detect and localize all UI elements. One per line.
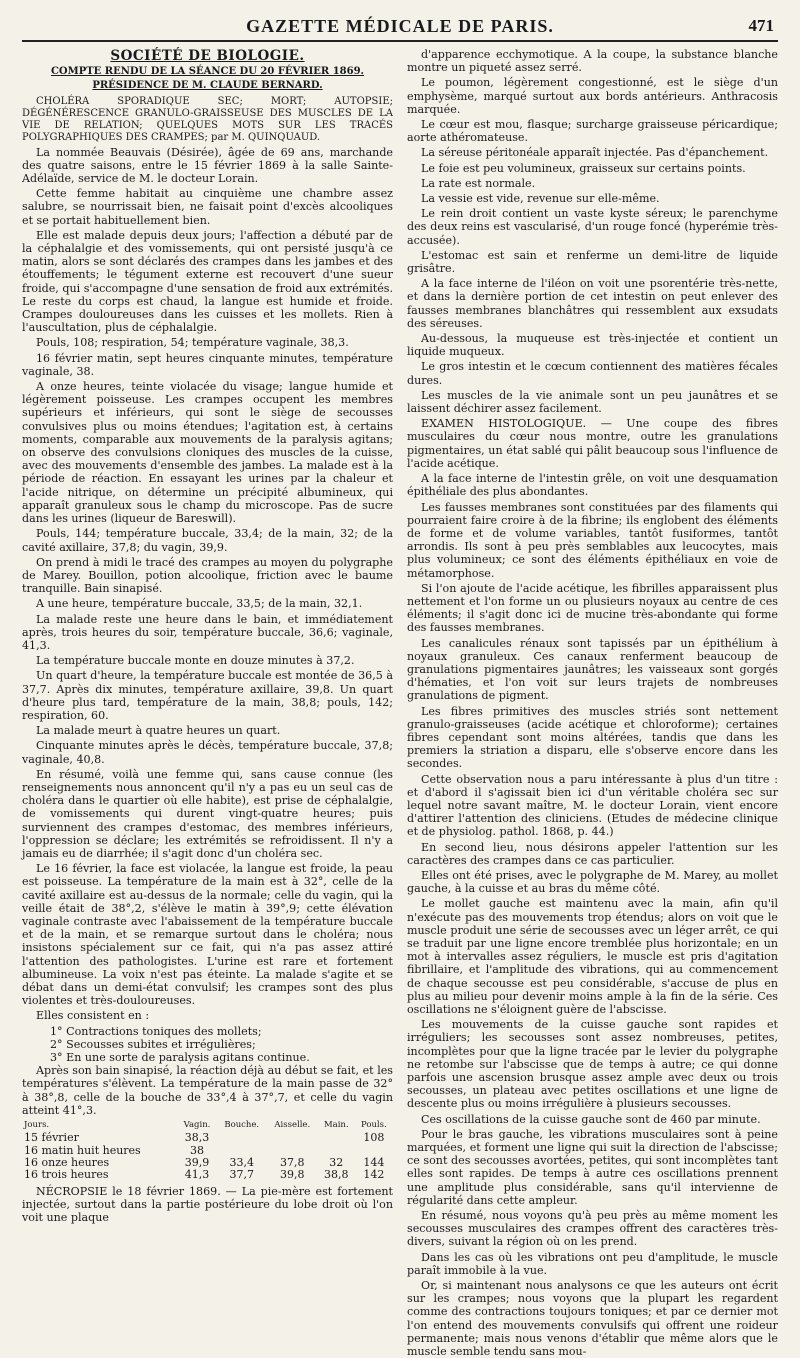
table-row <box>22 1132 393 1144</box>
table-header-cell: Aisselle. <box>274 1120 311 1131</box>
table-cell: 37,8 <box>280 1156 305 1170</box>
paragraph: Au-dessous, la muqueuse est très-injectée et contient un liquide muqueux. <box>407 332 778 359</box>
journal-title: GAZETTE MÉDICALE DE PARIS. <box>246 16 554 36</box>
page-header <box>22 14 778 42</box>
paragraph: Le mollet gauche est maintenu avec la main, afin qu'il n'exécute pas des mouvements trop étendus; alors on voit que le muscle produit une série de secousses avec un léger arrêt, ce qui se traduit par une ligne encore tremblée plus horizontale; en un mot à intervalles assez réguliers, le muscle est pris d'agitation fibrillaire, et l'amplitude des vibrations, qui au commencement de chaque secousse est peu considérable, s'accuse de plus en plus au milieu pour devenir moins ample à la fin de la série. Ces oscillations ne s'éloignent guère de l'abscisse. <box>407 897 778 1017</box>
list-item: 2° Secousses subites et irrégulières; <box>50 1037 256 1051</box>
table-cell: 38 <box>190 1143 204 1157</box>
table-cell: 108 <box>363 1131 385 1145</box>
table-cell: 142 <box>363 1168 385 1182</box>
paragraph: EXAMEN HISTOLOGIQUE. — Une coupe des fibres musculaires du cœur nous montre, outre les granulations pigmentaires, un état sablé qui pâlit beaucoup sous l'influence de l'acide acétique. <box>407 417 778 470</box>
paragraph: La malade meurt à quatre heures un quart. <box>36 724 281 738</box>
paragraph: La rate est normale. <box>421 176 536 190</box>
article-topic: CHOLÉRA SPORADIQUE SEC; MORT; AUTOPSIE; DÉGÉNÉRESCENCE GRANULO-GRAISSEUSE DES MUSCLES DE LA VIE DE RELATION; QUELQUES MOTS SUR LES TRACÉS POLYGRAPHIQUES DES CRAMPES; par M. QUINQUAUD. <box>22 95 393 143</box>
table-cell <box>217 1132 267 1144</box>
necropsy-paragraph: NÉCROPSIE le 18 février 1869. — La pie-mère est fortement injectée, surtout dans la partie postérieure du lobe droit où l'on voit une plaque <box>22 1184 393 1225</box>
table-cell: 38,8 <box>324 1168 349 1182</box>
paragraph: Cette observation nous a paru intéressante à plus d'un titre : et d'abord il s'agissait bien ici d'un véritable choléra sec sur lequel notre savant maître, M. le docteur Lorain, vient encore d'attirer l'attention des cliniciens. (Etudes de médecine clinique et de physiolog. pathol. 1868, p. 44.) <box>407 772 778 839</box>
section-subtitle: COMPTE RENDU DE LA SÉANCE DU 20 FÉVRIER 1869. <box>50 66 365 78</box>
paragraph: La température buccale monte en douze minutes à 37,2. <box>36 654 355 668</box>
paragraph: Les mouvements de la cuisse gauche sont rapides et irréguliers; les secousses sont assez nombreuses, petites, incomplètes pour que la ligne tracée par le levier du polygraphe ne retombe sur l'abscisse que de temps à autre; ce qui donne parfois une ascension brusque assez ample avec deux ou trois secousses, un plateau avec petites oscillations et une ligne de descente plus ou moins irrégulière à plusieurs secousses. <box>407 1018 778 1111</box>
after-list-paragraph: Après son bain sinapisé, la réaction déjà au début se fait, et les températures s'élèvent. La température de la main passe de 32° à 38°,8, celle de la bouche de 33°,4 à 37°,7, et celle du vagin atteint 41°,3. <box>22 1064 393 1117</box>
paragraph: L'estomac est sain et renferme un demi-litre de liquide grisâtre. <box>407 248 778 276</box>
temperature-table <box>22 1119 393 1182</box>
section-title: SOCIÉTÉ DE BIOLOGIE. <box>110 48 305 64</box>
paragraph: Elle est malade depuis deux jours; l'affection a débuté par de la céphalalgie et des vomissements, qui ont persisté jusqu'à ce matin, alors se sont déclarés des crampes dans les jambes et des étouffements; le tégument externe est recouvert d'une sueur froide, qui s'accompagne d'une sensation de froid aux extrémités. Le reste du corps est chaud, la langue est humide et froide. Crampes douloureuses dans les cuisses et les mollets. Rien à l'auscultation, plus de céphalalgie. <box>22 228 393 335</box>
table-cell: 16 matin huit heures <box>24 1143 141 1157</box>
paragraph: On prend à midi le tracé des crampes au moyen du polygraphe de Marey. Bouillon, potion alcoolique, friction avec le baume tranquille. Bain sinapisé. <box>22 555 393 596</box>
left-column <box>22 48 393 1225</box>
paragraph: Le cœur est mou, flasque; surcharge graisseuse péricardique; aorte athéromateuse. <box>407 118 778 145</box>
table-cell: 38,3 <box>184 1131 210 1145</box>
table-header-cell: Vagin. <box>183 1120 211 1131</box>
paragraph: Les muscles de la vie animale sont un peu jaunâtres et se laissent déchirer assez facilement. <box>407 388 778 416</box>
paragraph: Le 16 février, la face est violacée, la langue est froide, la peau est poisseuse. La température de la main est à 32°, celle de la cavité axillaire est au-dessus de la normale; celle du vagin, qui la veille était de 38°,2, s'élève le matin à 39°,9; cette élévation vaginale contraste avec l'abaissement de la température buccale et de la main, et se remarque surtout dans le choléra; nous insistons spécialement sur ce fait, qui n'a pas assez attiré l'attention des pathologistes. L'urine est rare et fortement albumineuse. La voix n'est pas éteinte. La malade s'agite et se débat dans un demi-état convulsif; les crampes sont des plus violentes et très-douloureuses. <box>22 862 393 1008</box>
paragraph: A la face interne de l'intestin grêle, on voit une desquamation épithéliale des plus abondantes. <box>407 472 778 499</box>
table-cell <box>267 1132 318 1144</box>
paragraph: d'apparence ecchymotique. A la coupe, la substance blanche montre un piqueté assez serré. <box>407 48 778 75</box>
table-header-cell: Pouls. <box>360 1120 387 1131</box>
table-body <box>22 1132 393 1182</box>
paragraph: A onze heures, teinte violacée du visage; langue humide et légèrement poisseuse. Les crampes occupent les membres supérieurs et inférieurs, qui sont le siège de secousses convulsives plus ou moins étendues; l'agitation est, à certains moments, comparable aux mouvements de la paralysis agitans; on observe des convulsions cloniques des muscles de la cuisse, avec des mouvements d'ensemble des jambes. La malade est à la période de réaction. En essayant les urines par la chaleur et l'acide nitrique, on détermine un précipité albumineux, qui apparaît granuleux sous le champ du microscope. Pas de sucre dans les urines (liqueur de Bareswill). <box>22 380 393 526</box>
paragraph: Le gros intestin et le cœcum contiennent des matières fécales dures. <box>407 360 778 387</box>
table-header-cell: Jours. <box>24 1120 50 1131</box>
paragraph: La nommée Beauvais (Désirée), âgée de 69 ans, marchande des quatre saisons, entre le 15 février 1869 à la salle Sainte-Adélaïde, service de M. le docteur Lorain. <box>22 145 393 186</box>
paragraph: Le poumon, légèrement congestionné, est le siège d'un emphysème, marqué surtout aux bords antérieurs. Anthracosis marquée. <box>407 76 778 116</box>
table-cell: 16 trois heures <box>24 1168 109 1182</box>
table-cell: 33,4 <box>229 1156 254 1170</box>
paragraph: Le rein droit contient un vaste kyste séreux; le parenchyme des deux reins est vascularisé, d'un rouge foncé (hyperémie très-accusée). <box>407 207 778 247</box>
paragraph: Elles ont été prises, avec le polygraphe de M. Marey, au mollet gauche, à la cuisse et au bras du même côté. <box>407 868 778 896</box>
paragraph: Si l'on ajoute de l'acide acétique, les fibrilles apparaissent plus nettement et l'on forme un ou plusieurs noyaux au centre de ces éléments; il s'agit donc ici de mucine très-abondante qui forme des fausses membranes. <box>407 581 778 635</box>
table-cell: 16 onze heures <box>24 1156 110 1170</box>
right-paragraphs <box>407 48 778 1358</box>
table-cell: 41,3 <box>184 1168 210 1182</box>
paragraph: Cinquante minutes après le décès, température buccale, 37,8; vaginale, 40,8. <box>22 739 393 766</box>
paragraph: La malade reste une heure dans le bain, et immédiatement après, trois heures du soir, température buccale, 36,6; vaginale, 41,3. <box>22 612 393 652</box>
table-cell: 39,9 <box>184 1156 210 1170</box>
table-cell: 144 <box>363 1156 385 1170</box>
paragraph: La séreuse péritonéale apparaît injectée. Pas d'épanchement. <box>421 146 769 160</box>
page-number: 471 <box>748 16 774 35</box>
paragraph: Dans les cas où les vibrations ont peu d'amplitude, le muscle paraît immobile à la vue. <box>407 1250 778 1277</box>
table-cell <box>318 1132 355 1144</box>
section-presidency: PRÉSIDENCE DE M. CLAUDE BERNARD. <box>92 80 323 92</box>
left-paragraphs <box>22 146 393 1023</box>
paragraph: Les fibres primitives des muscles striés sont nettement granulo-graisseuses (acide acétique et chloroforme); certaines fibres cependant sont moins altérées, tandis que dans les premiers la striation a disparu, elle s'observe encore dans les secondes. <box>407 704 778 771</box>
paragraph: Ces oscillations de la cuisse gauche sont de 460 par minute. <box>421 1112 761 1126</box>
paragraph: Elles consistent en : <box>36 1009 150 1023</box>
paragraph: La vessie est vide, revenue sur elle-même. <box>421 192 660 206</box>
list-item: 3° En une sorte de paralysis agitans continue. <box>50 1051 310 1065</box>
paragraph: Or, si maintenant nous analysons ce que les auteurs ont écrit sur les crampes; nous voyons que la plupart les regardent comme des contractions toujours toniques; et par ce dernier mot l'on entend des mouvements convulsifs qui offrent une roideur permanente; mais nous venons d'établir que même alors que le muscle semble tendu sans mou- <box>407 1279 778 1358</box>
table-header-cell: Main. <box>323 1120 349 1131</box>
paragraph: Le foie est peu volumineux, graisseux sur certains points. <box>421 161 746 175</box>
paragraph: Un quart d'heure, la température buccale est montée de 36,5 à 37,7. Après dix minutes, température axillaire, 39,8. Un quart d'heure plus tard, température de la main, 38,8; pouls, 142; respiration, 60. <box>22 669 393 722</box>
paragraph: Pour le bras gauche, les vibrations musculaires sont à peine marquées, et forment une ligne qui suit la direction de l'abscisse; ce sont des secousses avortées, petites, qui sont incomplètes tant elles sont rapides. De temps à autre ces oscillations prennent une amplitude plus considérable, sans qu'il intervienne de régularité dans cette ampleur. <box>407 1127 778 1207</box>
right-column <box>407 48 778 1358</box>
paragraph: A une heure, température buccale, 33,5; de la main, 32,1. <box>36 597 363 611</box>
table-cell: 15 février <box>24 1131 79 1145</box>
paragraph: Pouls, 144; température buccale, 33,4; de la main, 32; de la cavité axillaire, 37,8; du vagin, 39,9. <box>22 527 393 554</box>
paragraph: Les canalicules rénaux sont tapissés par un épithélium à noyaux granuleux. Ces canaux renferment beaucoup de granulations pigmentaires jaunâtres; les vaisseaux sont gorgés d'hématies, et l'on voit sur leurs trajets de nombreuses granulations de pigment. <box>407 636 778 703</box>
paragraph: Cette femme habitait au cinquième une chambre assez salubre, se nourrissait bien, ne faisait point d'excès alcooliques et se portait habituellement bien. <box>22 187 393 227</box>
paragraph: Pouls, 108; respiration, 54; température vaginale, 38,3. <box>36 336 349 350</box>
paragraph: En second lieu, nous désirons appeler l'attention sur les caractères des crampes dans ce cas particulier. <box>407 840 778 867</box>
list-item: 1° Contractions toniques des mollets; <box>50 1024 262 1038</box>
table-cell: 37,7 <box>229 1168 254 1182</box>
paragraph: En résumé, nous voyons qu'à peu près au même moment les secousses musculaires des crampes offrent des caractères très-divers, suivant la région où on les prend. <box>407 1209 778 1249</box>
table-row <box>22 1169 393 1181</box>
symptom-list <box>22 1025 393 1065</box>
paragraph: En résumé, voilà une femme qui, sans cause connue (les renseignements nous annoncent qu'il n'y a pas eu un seul cas de choléra dans le quartier où elle habite), est prise de céphalalgie, de vomissements qui durent vingt-quatre heures; puis surviennent des crampes d'estomac, des membres inférieurs, l'oppression se déclare; les extrémités se refroidissent. Il n'y a jamais eu de diarrhée; il s'agit donc d'un choléra sec. <box>22 767 393 860</box>
table-header-cell: Bouche. <box>224 1120 260 1131</box>
table-cell: 32 <box>329 1156 344 1170</box>
paragraph: A la face interne de l'iléon on voit une psorentérie très-nette, et dans la dernière portion de cet intestin on peut enlever des fausses membranes blanchâtres qui ressemblent aux exsudats des séreuses. <box>407 277 778 330</box>
paragraph: 16 février matin, sept heures cinquante minutes, température vaginale, 38. <box>22 351 393 378</box>
table-cell: 39,8 <box>280 1168 305 1182</box>
text-columns <box>22 48 778 1358</box>
paragraph: Les fausses membranes sont constituées par des filaments qui pourraient faire croire à de la fibrine; ils englobent des éléments de forme et de volume variables, tantôt fusiformes, tantôt arrondis. Ils sont à peu près semblables aux leucocytes, mais plus volumineux; ce sont des éléments épithéliaux en voie de métamorphose. <box>407 500 778 580</box>
